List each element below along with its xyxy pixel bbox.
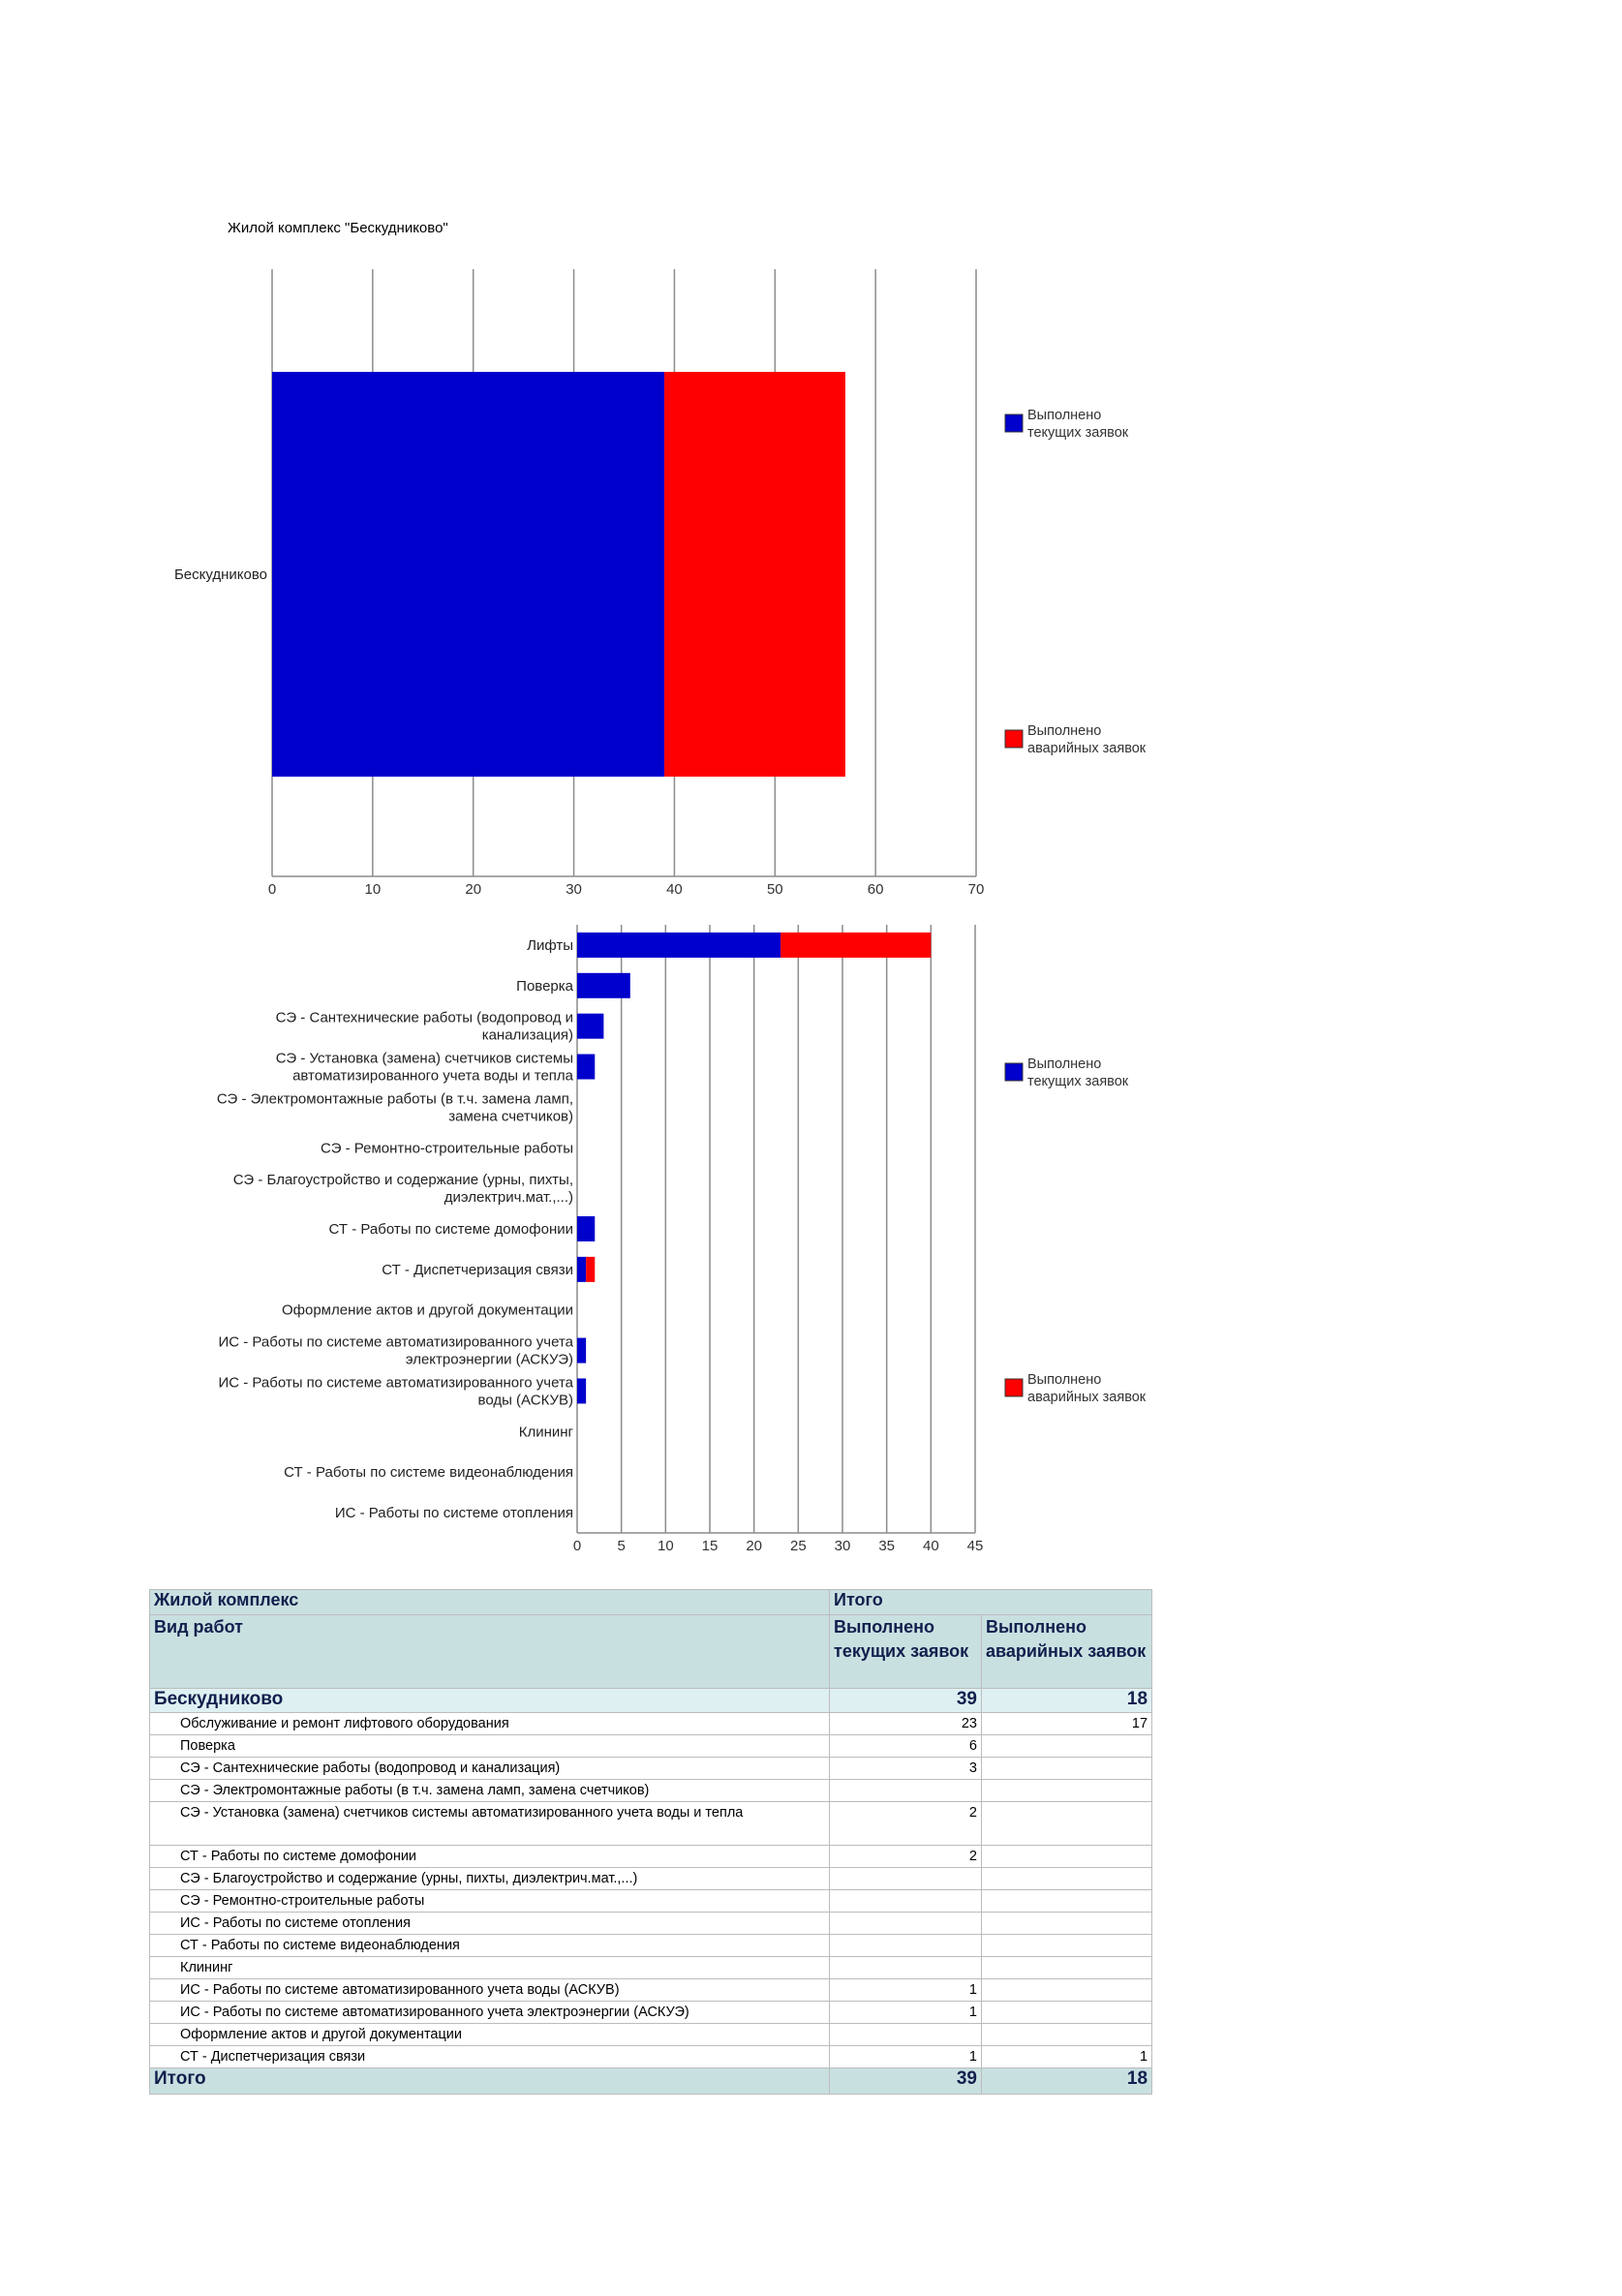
header-total: Итого bbox=[830, 1590, 1152, 1615]
chart1-category-label: Бескудниково bbox=[173, 566, 267, 583]
chart2-category-label: СЭ - Благоустройство и содержание (урны, пихты, bbox=[232, 1172, 573, 1189]
row-emergency bbox=[982, 1913, 1152, 1935]
chart2-legend-label-current: текущих заявок bbox=[1027, 1074, 1129, 1089]
table-row bbox=[150, 1935, 1152, 1957]
chart2-legend-label-current: Выполнено bbox=[1027, 1056, 1102, 1072]
chart2-bar-current bbox=[577, 1257, 586, 1282]
header-work-type: Вид работ bbox=[150, 1615, 830, 1689]
chart2-bar-emergency bbox=[586, 1257, 595, 1282]
table-row bbox=[150, 1735, 1152, 1758]
row-current: 3 bbox=[830, 1758, 982, 1780]
chart2-category-label: ИС - Работы по системе автоматизированного учета bbox=[218, 1374, 573, 1392]
chart2-category-label: СТ - Работы по системе видеонаблюдения bbox=[284, 1464, 573, 1482]
row-work-type: Обслуживание и ремонт лифтового оборудования bbox=[150, 1713, 830, 1735]
table-row bbox=[150, 2046, 1152, 2068]
chart1-x-tick-label: 50 bbox=[766, 881, 783, 898]
total-label: Итого bbox=[150, 2068, 830, 2095]
chart2-legend-label-emergency: аварийных заявок bbox=[1027, 1390, 1147, 1405]
row-work-type: СТ - Работы по системе домофонии bbox=[150, 1846, 830, 1868]
table-row bbox=[150, 1802, 1152, 1846]
chart2-category-label: Оформление актов и другой документации bbox=[281, 1301, 573, 1319]
chart2-bar-current bbox=[577, 1378, 586, 1403]
row-work-type: Оформление актов и другой документации bbox=[150, 2024, 830, 2046]
chart2-category-label: электроэнергии (АСКУЭ) bbox=[405, 1351, 573, 1368]
chart2-category-label: ИС - Работы по системе отопления bbox=[334, 1505, 573, 1522]
row-current bbox=[830, 1868, 982, 1890]
chart2-category-label: Клининг bbox=[518, 1424, 573, 1441]
row-current: 1 bbox=[830, 2046, 982, 2068]
row-current: 1 bbox=[830, 1979, 982, 2002]
chart2-x-tick-label: 15 bbox=[701, 1538, 719, 1554]
chart2-x-tick-label: 10 bbox=[657, 1538, 674, 1554]
chart1-x-tick-label: 20 bbox=[465, 881, 482, 898]
chart2-category-label: СЭ - Ремонтно-строительные работы bbox=[321, 1140, 573, 1157]
row-work-type: СТ - Работы по системе видеонаблюдения bbox=[150, 1935, 830, 1957]
row-current bbox=[830, 1957, 982, 1979]
row-current: 2 bbox=[830, 1846, 982, 1868]
chart2-x-tick-label: 0 bbox=[572, 1538, 582, 1554]
row-emergency bbox=[982, 1890, 1152, 1913]
row-current: 2 bbox=[830, 1802, 982, 1846]
row-work-type: ИС - Работы по системе отопления bbox=[150, 1913, 830, 1935]
chart2-legend-swatch-current bbox=[1005, 1063, 1023, 1081]
row-current bbox=[830, 1780, 982, 1802]
table-row bbox=[150, 1846, 1152, 1868]
row-work-type: СЭ - Сантехнические работы (водопровод и канализация) bbox=[150, 1758, 830, 1780]
row-emergency bbox=[982, 1780, 1152, 1802]
table-header-row-2 bbox=[150, 1615, 1152, 1689]
chart2-category-label: автоматизированного учета воды и тепла bbox=[292, 1067, 573, 1085]
row-work-type: Поверка bbox=[150, 1735, 830, 1758]
row-work-type: СЭ - Электромонтажные работы (в т.ч. замена ламп, замена счетчиков) bbox=[150, 1780, 830, 1802]
chart2-category-label: замена счетчиков) bbox=[448, 1108, 573, 1125]
chart2-legend-swatch-emergency bbox=[1005, 1379, 1023, 1396]
chart1-title: Жилой комплекс "Бескудниково" bbox=[228, 220, 448, 236]
header-complex: Жилой комплекс bbox=[150, 1590, 830, 1615]
row-emergency bbox=[982, 1846, 1152, 1868]
header-emergency: Выполнено аварийных заявок bbox=[982, 1615, 1152, 1689]
chart2-category-label: диэлектрич.мат.,...) bbox=[444, 1189, 573, 1207]
chart2-category-label: СТ - Диспетчеризация связи bbox=[382, 1261, 573, 1278]
table-row bbox=[150, 1713, 1152, 1735]
chart1-x-tick-label: 10 bbox=[364, 881, 382, 898]
row-emergency bbox=[982, 1758, 1152, 1780]
row-emergency: 17 bbox=[982, 1713, 1152, 1735]
chart1-x-tick-label: 30 bbox=[566, 881, 582, 898]
row-work-type: СЭ - Ремонтно-строительные работы bbox=[150, 1890, 830, 1913]
row-work-type: СЭ - Благоустройство и содержание (урны, пихты, диэлектрич.мат.,...) bbox=[150, 1868, 830, 1890]
chart2-x-tick-label: 40 bbox=[922, 1538, 939, 1554]
table-row bbox=[150, 1868, 1152, 1890]
row-work-type: ИС - Работы по системе автоматизированного учета электроэнергии (АСКУЭ) bbox=[150, 2002, 830, 2024]
row-work-type: Клининг bbox=[150, 1957, 830, 1979]
chart1-x-tick-label: 40 bbox=[666, 881, 683, 898]
chart2-category-label: ИС - Работы по системе автоматизированного учета bbox=[218, 1333, 573, 1351]
chart2-category-label: СЭ - Сантехнические работы (водопровод и bbox=[275, 1009, 573, 1026]
table-row bbox=[150, 1957, 1152, 1979]
table-header-row-1 bbox=[150, 1590, 1152, 1615]
report-table bbox=[149, 1589, 1152, 2095]
chart2-x-tick-label: 20 bbox=[746, 1538, 763, 1554]
chart2-category-label: канализация) bbox=[481, 1026, 573, 1044]
chart2-category-label: воды (АСКУВ) bbox=[477, 1392, 573, 1409]
chart2-bar-emergency bbox=[780, 933, 931, 958]
table-row bbox=[150, 1913, 1152, 1935]
chart2-x-tick-label: 25 bbox=[789, 1538, 807, 1554]
row-emergency bbox=[982, 1935, 1152, 1957]
row-emergency bbox=[982, 1957, 1152, 1979]
chart1-legend-label-current: текущих заявок bbox=[1027, 425, 1129, 441]
chart1-legend-label-emergency: Выполнено bbox=[1027, 723, 1102, 739]
group-name: Бескудниково bbox=[150, 1689, 830, 1713]
chart2-x-tick-label: 45 bbox=[966, 1538, 984, 1554]
row-emergency bbox=[982, 1802, 1152, 1846]
chart2-bar-current bbox=[577, 973, 630, 998]
row-emergency bbox=[982, 1868, 1152, 1890]
row-work-type: СЭ - Установка (замена) счетчиков системы автоматизированного учета воды и тепла bbox=[150, 1802, 830, 1846]
row-emergency bbox=[982, 1735, 1152, 1758]
chart2-category-label: СЭ - Электромонтажные работы (в т.ч. замена ламп, bbox=[216, 1090, 573, 1108]
row-current: 6 bbox=[830, 1735, 982, 1758]
chart2-bar-current bbox=[577, 1338, 586, 1363]
row-work-type: ИС - Работы по системе автоматизированного учета воды (АСКУВ) bbox=[150, 1979, 830, 2002]
group-current: 39 bbox=[830, 1689, 982, 1713]
header-current: Выполнено текущих заявок bbox=[830, 1615, 982, 1689]
chart2-bar-current bbox=[577, 933, 780, 958]
chart1-x-tick-label: 60 bbox=[867, 881, 884, 898]
chart2-legend-label-emergency: Выполнено bbox=[1027, 1372, 1102, 1388]
chart1-x-tick-label: 70 bbox=[967, 881, 985, 898]
total-emergency: 18 bbox=[982, 2068, 1152, 2095]
table-row bbox=[150, 1780, 1152, 1802]
chart2-bar-current bbox=[577, 1055, 595, 1080]
row-emergency bbox=[982, 1979, 1152, 2002]
chart2-category-label: СТ - Работы по системе домофонии bbox=[328, 1221, 573, 1238]
row-current bbox=[830, 1913, 982, 1935]
row-emergency: 1 bbox=[982, 2046, 1152, 2068]
chart2-bar-current bbox=[577, 1014, 603, 1039]
chart2-x-tick-label: 30 bbox=[834, 1538, 851, 1554]
table-row bbox=[150, 2024, 1152, 2046]
row-current: 1 bbox=[830, 2002, 982, 2024]
total-row bbox=[150, 2068, 1152, 2095]
total-current: 39 bbox=[830, 2068, 982, 2095]
row-emergency bbox=[982, 2002, 1152, 2024]
chart1-legend-label-current: Выполнено bbox=[1027, 408, 1102, 423]
chart2-x-tick-label: 5 bbox=[617, 1538, 626, 1554]
chart2-bar-current bbox=[577, 1216, 595, 1241]
chart2-x-tick-label: 35 bbox=[878, 1538, 896, 1554]
row-current bbox=[830, 2024, 982, 2046]
chart1-legend-label-emergency: аварийных заявок bbox=[1027, 741, 1147, 756]
row-work-type: СТ - Диспетчеризация связи bbox=[150, 2046, 830, 2068]
table-row bbox=[150, 1758, 1152, 1780]
table-row bbox=[150, 1979, 1152, 2002]
row-current bbox=[830, 1890, 982, 1913]
chart2-category-label: Поверка bbox=[516, 977, 573, 995]
table-row bbox=[150, 2002, 1152, 2024]
row-emergency bbox=[982, 2024, 1152, 2046]
row-current: 23 bbox=[830, 1713, 982, 1735]
group-emergency: 18 bbox=[982, 1689, 1152, 1713]
table-row bbox=[150, 1890, 1152, 1913]
chart2-category-label: СЭ - Установка (замена) счетчиков системы bbox=[275, 1050, 573, 1067]
chart1-x-tick-label: 0 bbox=[267, 881, 277, 898]
row-current bbox=[830, 1935, 982, 1957]
chart2-category-label: Лифты bbox=[527, 936, 573, 954]
group-row bbox=[150, 1689, 1152, 1713]
